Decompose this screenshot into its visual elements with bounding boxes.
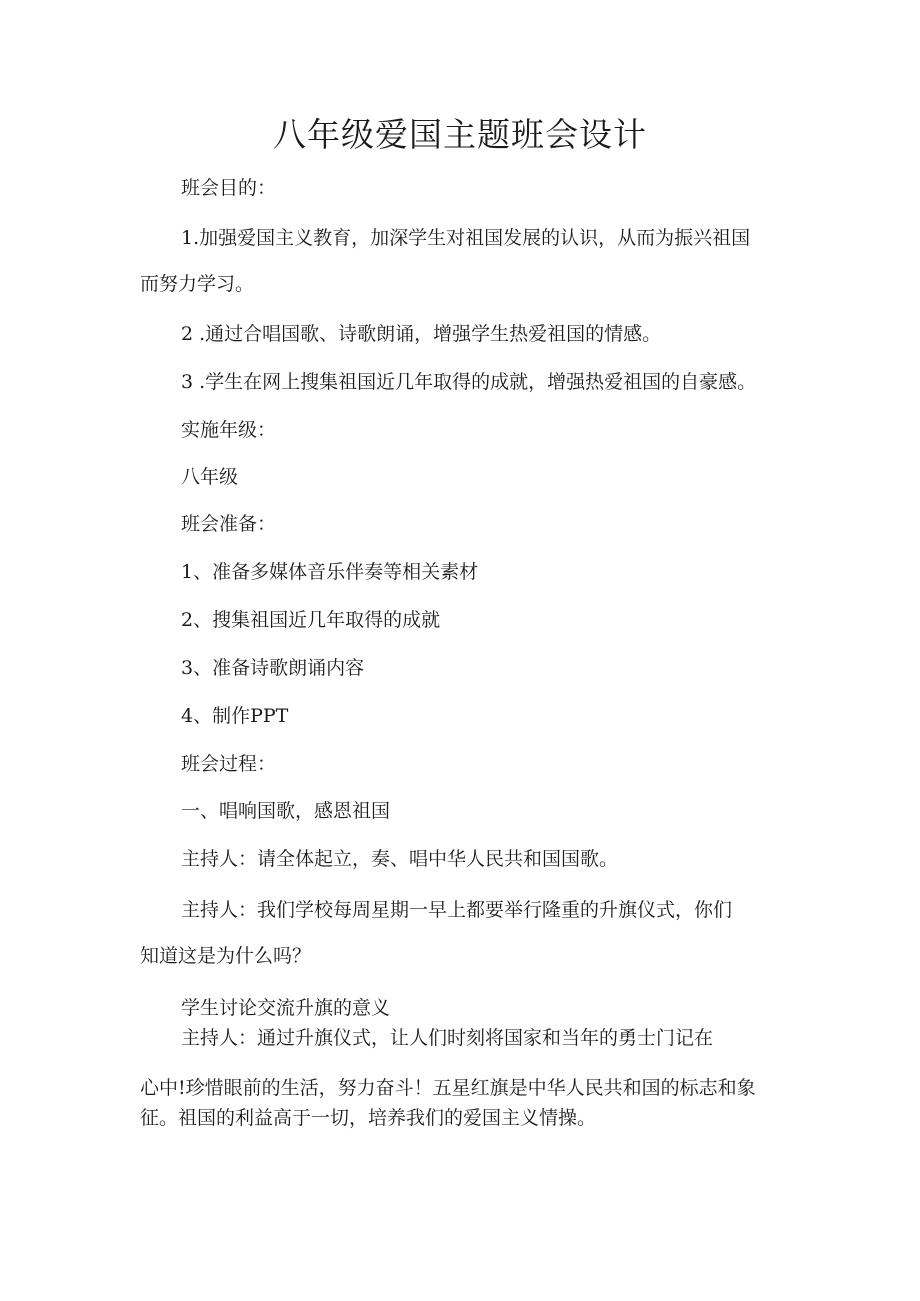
paragraph-line: 学生讨论交流升旗的意义: [181, 997, 391, 1019]
paragraph-line: 3 .学生在网上搜集祖国近几年取得的成就，增强热爱祖国的自豪感。: [181, 371, 757, 393]
list-item: 1、准备多媒体音乐伴奏等相关素材: [181, 561, 479, 583]
list-item: 4、制作PPT: [181, 705, 289, 727]
document-title: 八年级爱国主题班会设计: [273, 115, 647, 154]
section-heading-preparation: 班会准备：: [181, 513, 277, 535]
subsection-heading: 一、唱响国歌，感恩祖国: [181, 800, 391, 822]
paragraph-line: 心中!珍惜眼前的生活，努力奋斗！五星红旗是中华人民共和国的标志和象: [140, 1077, 756, 1099]
paragraph-line: 知道这是为什么吗？: [140, 945, 312, 967]
section-heading-grade: 实施年级：: [181, 419, 277, 441]
list-item: 2、搜集祖国近几年取得的成就: [181, 609, 441, 631]
list-item: 3、准备诗歌朗诵内容: [181, 657, 365, 679]
paragraph-line: 主持人：通过升旗仪式，让人们时刻将国家和当年的勇士门记在: [181, 1027, 714, 1049]
paragraph-line: 而努力学习。: [140, 273, 255, 295]
paragraph-line: 征。祖国的利益高于一切，培养我们的爱国主义情操。: [140, 1107, 597, 1129]
paragraph-line: 主持人：请全体起立，奏、唱中华人民共和国国歌。: [181, 848, 619, 870]
paragraph-line: 2 .通过合唱国歌、诗歌朗诵，增强学生热爱祖国的情感。: [181, 323, 662, 345]
paragraph-line: 八年级: [181, 466, 239, 488]
paragraph-line: 1.加强爱国主义教育，加深学生对祖国发展的认识，从而为振兴祖国: [181, 227, 751, 249]
section-heading-purpose: 班会目的：: [181, 177, 277, 199]
section-heading-process: 班会过程：: [181, 753, 277, 775]
paragraph-line: 主持人：我们学校每周星期一早上都要举行隆重的升旗仪式，你们: [181, 899, 733, 921]
